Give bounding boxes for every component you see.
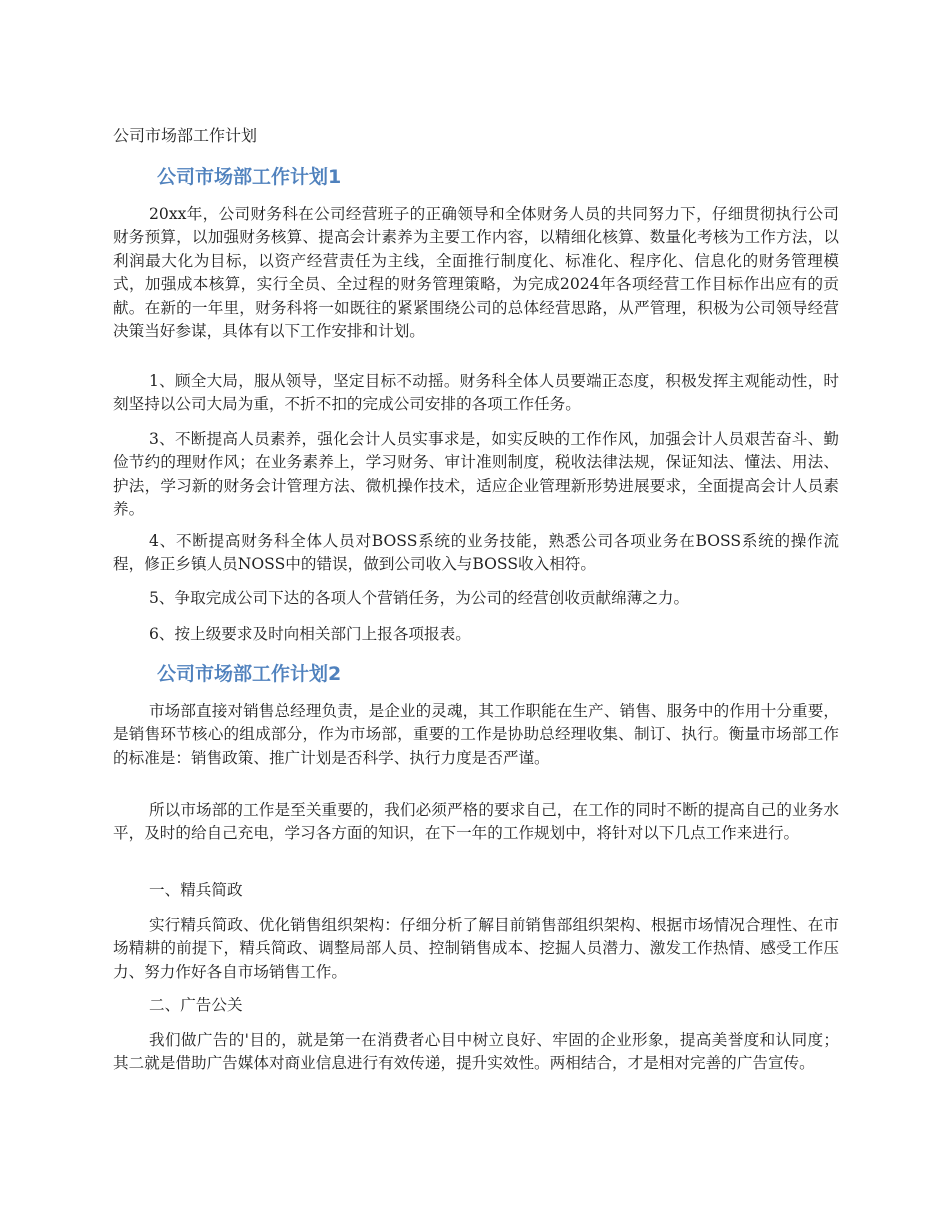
document-title: 公司市场部工作计划 bbox=[113, 126, 258, 145]
paragraph: 我们做广告的'目的，就是第一在消费者心目中树立良好、牢固的企业形象，提高美誉度和认同度；其二就是借助广告媒体对商业信息进行有效传递，提升实效性。两相结合，才是相对完善的广告宣传。 bbox=[113, 1031, 839, 1073]
subheading: 二、广告公关 bbox=[149, 996, 243, 1014]
subheading: 一、精兵简政 bbox=[149, 881, 243, 899]
paragraph: 4、不断提高财务科全体人员对BOSS系统的业务技能，熟悉公司各项业务在BOSS系统的操作流程，修正乡镇人员NOSS中的错误，做到公司收入与BOSS收入相符。 bbox=[113, 532, 839, 574]
paragraph: 1、顾全大局，服从领导，坚定目标不动摇。财务科全体人员要端正态度，积极发挥主观能动性，时刻坚持以公司大局为重，不折不扣的完成公司安排的各项工作任务。 bbox=[113, 372, 839, 414]
paragraph: 20xx年，公司财务科在公司经营班子的正确领导和全体财务人员的共同努力下，仔细贯彻执行公司财务预算，以加强财务核算、提高会计素养为主要工作内容，以精细化核算、数量化考核为工作方法，以利润最大化为目标，以资产经营责任为主线，全面推行制度化、标准化、程序化、信息化的财务管理模式，加强成本核算，实行全员、全过程的财务管理策略，为完成2024年各项经营工作目标作出应有的贡献。在新的一年里，财务科将一如既往的紧紧围绕公司的总体经营思路，从严管理，积极为公司领导经营决策当好参谋，具体有以下工作安排和计划。 bbox=[113, 205, 839, 341]
paragraph: 实行精兵简政、优化销售组织架构：仔细分析了解目前销售部组织架构、根据市场情况合理性、在市场精耕的前提下，精兵简政、调整局部人员、控制销售成本、挖掘人员潜力、激发工作热情、感受工作压力、努力作好各自市场销售工作。 bbox=[113, 916, 839, 981]
paragraph: 市场部直接对销售总经理负责，是企业的灵魂，其工作职能在生产、销售、服务中的作用十分重要，是销售环节核心的组成部分，作为市场部，重要的工作是协助总经理收集、制订、执行。衡量市场部工作的标准是：销售政策、推广计划是否科学、执行力度是否严谨。 bbox=[113, 702, 839, 767]
section-heading-2: 公司市场部工作计划2 bbox=[157, 663, 342, 685]
paragraph: 所以市场部的工作是至关重要的，我们必须严格的要求自己，在工作的同时不断的提高自己的业务水平，及时的给自己充电，学习各方面的知识，在下一年的工作规划中，将针对以下几点工作来进行。 bbox=[113, 801, 839, 843]
paragraph: 6、按上级要求及时向相关部门上报各项报表。 bbox=[149, 625, 471, 643]
section-heading-1: 公司市场部工作计划1 bbox=[157, 166, 342, 188]
paragraph: 5、争取完成公司下达的各项人个营销任务，为公司的经营创收贡献绵薄之力。 bbox=[149, 589, 690, 607]
paragraph: 3、不断提高人员素养，强化会计人员实事求是，如实反映的工作作风，加强会计人员艰苦奋斗、勤俭节约的理财作风；在业务素养上，学习财务、审计准则制度，税收法律法规，保证知法、懂法、用法、护法，学习新的财务会计管理方法、微机操作技术，适应企业管理新形势进展要求，全面提高会计人员素养。 bbox=[113, 430, 839, 519]
